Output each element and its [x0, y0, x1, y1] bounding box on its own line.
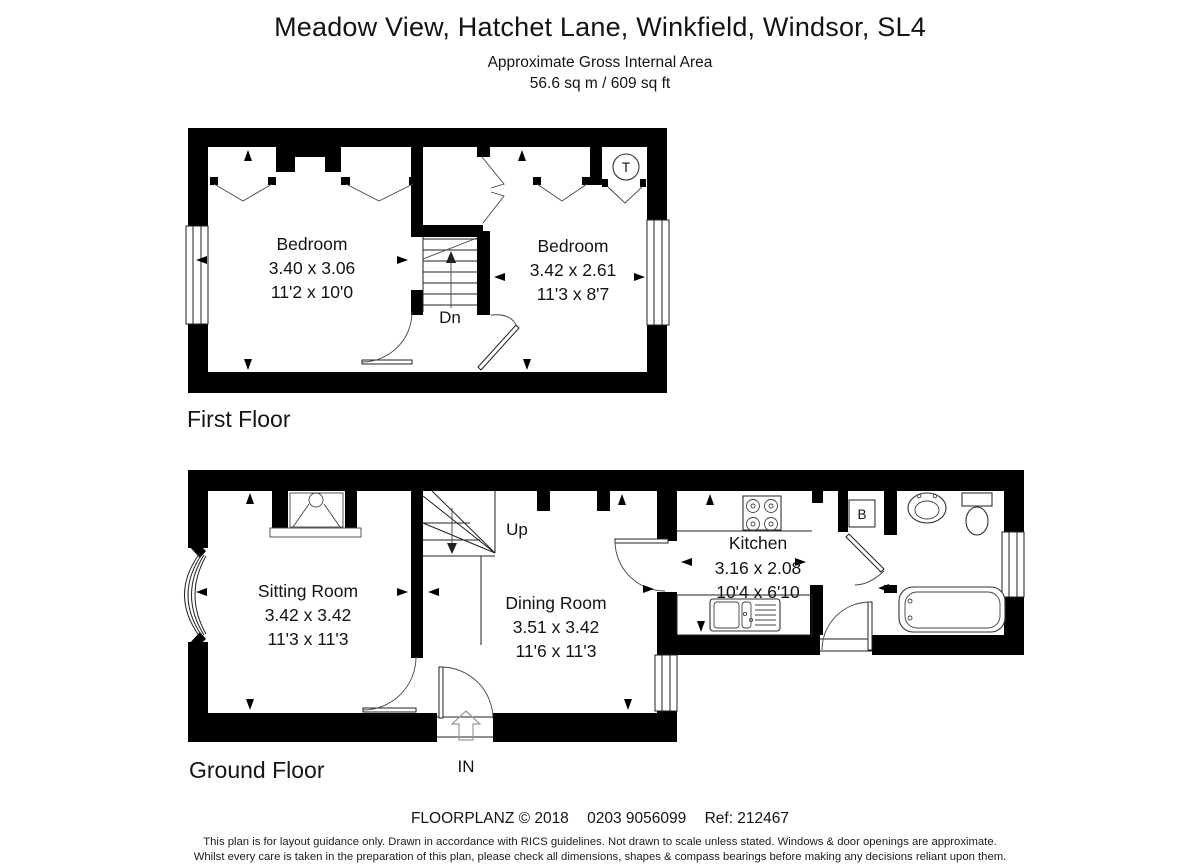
toilet-icon — [962, 493, 992, 535]
room-imperial: 11'6 x 11'3 — [515, 641, 597, 661]
room-metric: 3.42 x 3.42 — [264, 605, 352, 625]
window-icon — [1002, 532, 1024, 597]
room-imperial: 11'3 x 11'3 — [267, 629, 349, 649]
stairs-down-icon — [423, 237, 477, 312]
door-bathroom — [846, 534, 884, 585]
bay-window-icon — [185, 553, 207, 637]
footer-credit — [0, 810, 1200, 828]
room-name: Kitchen — [728, 533, 788, 553]
room-metric: 3.40 x 3.06 — [268, 258, 356, 278]
disclaimer-line-2: Whilst every care is taken in the preparation of this plan, please check all dimensions, shapes & compass bearings before making any decisions reliant upon them. — [193, 851, 1007, 863]
room-imperial: 11'3 x 8'7 — [536, 284, 610, 304]
room-name: Sitting Room — [257, 581, 359, 601]
sink-icon — [710, 599, 780, 631]
stairs-up-icon — [423, 491, 495, 645]
door-dining-kitchen — [615, 539, 668, 591]
room-metric: 3.16 x 2.08 — [714, 558, 802, 578]
entrance-door — [437, 667, 493, 742]
window-icon — [655, 655, 677, 711]
stairs-up-label: Up — [506, 520, 528, 539]
footer-reference: Ref: 212467 — [704, 810, 790, 827]
boiler-label: B — [857, 507, 867, 522]
ground-floor-plan — [160, 460, 1040, 780]
footer-company: FLOORPLANZ © 2018 — [410, 810, 569, 827]
disclaimer-line-1: This plan is for layout guidance only. Drawn in accordance with RICS guidelines. Not drawn to scale unless stated. Windows & door openings are approximate. — [203, 836, 997, 848]
door-sitting-room — [363, 657, 416, 712]
entrance-label: IN — [457, 757, 475, 776]
room-metric: 3.51 x 3.42 — [512, 617, 600, 637]
room-imperial: 11'2 x 10'0 — [270, 282, 354, 302]
bathroom-fixtures — [899, 493, 1005, 632]
ground-floor-title: Ground Floor — [189, 757, 325, 783]
bedroom1-label — [269, 234, 356, 302]
page-title: Meadow View, Hatchet Lane, Winkfield, Windsor, SL4 — [274, 12, 926, 42]
back-door — [820, 602, 872, 653]
stairs-down-label: Dn — [439, 308, 461, 327]
sitting-room-label — [258, 581, 358, 649]
door-left-bedroom — [362, 312, 412, 364]
tank-label: T — [621, 160, 631, 175]
room-imperial: 10'4 x 6'10 — [716, 582, 800, 602]
window-icon — [647, 220, 669, 325]
bath-icon — [899, 587, 1005, 632]
bedroom2-label — [530, 236, 617, 304]
tank-icon — [613, 154, 639, 180]
window-icon — [186, 226, 208, 324]
hob-icon — [743, 496, 781, 531]
first-floor-title: First Floor — [187, 406, 291, 432]
room-metric: 3.42 x 2.61 — [529, 260, 617, 280]
basin-icon — [908, 493, 946, 523]
kitchen-label — [715, 533, 802, 602]
area-value: 56.6 sq m / 609 sq ft — [529, 75, 671, 92]
door-right-bedroom — [478, 315, 519, 370]
room-name: Bedroom — [537, 236, 609, 256]
area-subtitle: Approximate Gross Internal Area — [487, 54, 713, 71]
boiler-icon — [849, 500, 875, 527]
first-floor-plan — [160, 118, 700, 398]
footer-phone: 0203 9056099 — [587, 810, 687, 827]
dining-room-label — [505, 593, 606, 661]
room-name: Bedroom — [276, 234, 348, 254]
room-name: Dining Room — [505, 593, 607, 613]
